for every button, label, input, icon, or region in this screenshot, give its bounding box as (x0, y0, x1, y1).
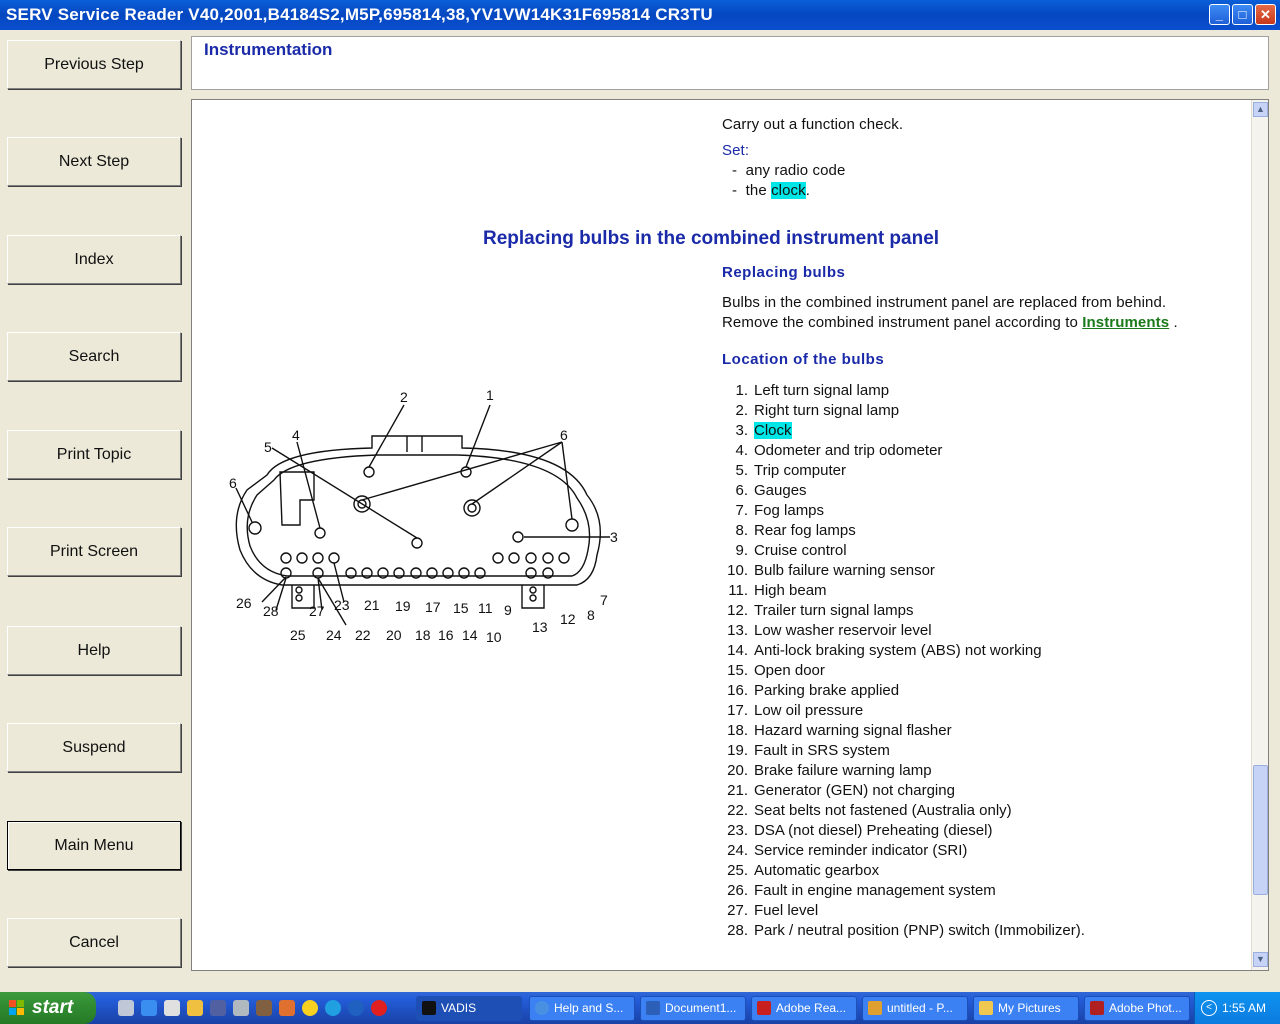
list-item-number: 13. (727, 622, 748, 639)
list-item (722, 602, 1085, 622)
list-item (722, 442, 1085, 462)
diagram-label-22: 22 (355, 627, 371, 643)
set-item-radio: - any radio code (732, 162, 846, 179)
section-heading: Replacing bulbs in the combined instrument panel (483, 228, 940, 249)
list-item-label: Fault in SRS system (754, 742, 890, 759)
list-item-number: 6. (735, 482, 748, 499)
instrument-panel-diagram (222, 380, 642, 660)
diagram-label-15: 15 (453, 600, 469, 616)
vertical-scrollbar[interactable] (1251, 100, 1268, 970)
diagram-label-13: 13 (532, 619, 548, 635)
list-item-number: 4. (735, 442, 748, 459)
list-item (722, 382, 1085, 402)
help-icon (535, 1001, 549, 1015)
list-item-label: Park / neutral position (PNP) switch (Immobilizer). (754, 922, 1085, 939)
clock: 1:55 AM (1221, 1001, 1266, 1015)
window-title-bar (0, 0, 1280, 30)
sidebar (0, 30, 188, 990)
list-item (722, 582, 1085, 602)
list-item-label: Parking brake applied (754, 682, 900, 699)
window-controls (1209, 4, 1276, 25)
list-item-number: 11. (728, 582, 748, 599)
set-item-clock-period: . (805, 182, 811, 199)
list-item-number: 2. (735, 402, 748, 419)
quicklaunch-ie-icon[interactable] (141, 1000, 157, 1016)
list-item-number: 14. (727, 642, 748, 659)
replacing-text-line1: Bulbs in the combined instrument panel are replaced from behind. (722, 294, 1167, 311)
diagram-label-25: 25 (290, 627, 306, 643)
list-item-number: 17. (727, 702, 748, 719)
list-item (722, 422, 1085, 442)
location-heading: Location of the bulbs (722, 351, 885, 368)
list-item-label: Seat belts not fastened (Australia only) (754, 802, 1012, 819)
list-item-label: Trip computer (754, 462, 846, 479)
list-item-label: Bulb failure warning sensor (754, 562, 935, 579)
list-item (722, 542, 1085, 562)
list-item (722, 722, 1085, 742)
list-item-label: Fault in engine management system (754, 882, 996, 899)
diagram-label-18: 18 (415, 627, 431, 643)
diagram-label-23: 23 (334, 597, 350, 613)
clock-highlight: clock (771, 182, 806, 199)
list-item-number: 10. (727, 562, 748, 579)
diagram-label-19: 19 (395, 598, 411, 614)
list-item (722, 402, 1085, 422)
adobe-reader-icon (757, 1001, 771, 1015)
list-item (722, 522, 1085, 542)
suspend-button[interactable]: Suspend (7, 723, 181, 772)
list-item-number: 15. (727, 662, 748, 679)
list-item-number: 1. (735, 382, 748, 399)
list-item (722, 762, 1085, 782)
list-item-number: 27. (727, 902, 748, 919)
list-item (722, 562, 1085, 582)
diagram-label-21: 21 (364, 597, 380, 613)
list-item (722, 482, 1085, 502)
diagram-label-20: 20 (386, 627, 402, 643)
diagram-label-11: 11 (478, 600, 493, 616)
list-item-label: Automatic gearbox (754, 862, 880, 879)
list-item-label: Rear fog lamps (754, 522, 856, 539)
list-item-number: 22. (727, 802, 748, 819)
list-item (722, 842, 1085, 862)
bulb-list (722, 382, 1085, 942)
scroll-up-icon[interactable]: ▲ (1253, 102, 1268, 117)
paint-icon (868, 1001, 882, 1015)
windows-logo-icon (9, 1000, 25, 1016)
list-item (722, 502, 1085, 522)
set-item-radio-text: any radio code (745, 162, 846, 179)
list-item-label: DSA (not diesel) Preheating (diesel) (754, 822, 993, 839)
cancel-button[interactable]: Cancel (7, 918, 181, 967)
task-help[interactable]: Help and S... (529, 996, 635, 1021)
list-item-number: 7. (735, 502, 748, 519)
diagram-label-2: 2 (400, 389, 408, 405)
list-item-label: Fuel level (754, 902, 819, 919)
diagram-label-14: 14 (462, 627, 478, 643)
content-panel[interactable] (191, 99, 1269, 971)
system-tray (1194, 992, 1280, 1024)
list-item-number: 9. (735, 542, 748, 559)
diagram-label-3: 3 (610, 529, 618, 545)
close-icon[interactable]: ✕ (1255, 4, 1276, 25)
word-icon (646, 1001, 660, 1015)
list-item-number: 21. (727, 782, 748, 799)
list-item (722, 882, 1085, 902)
quicklaunch-opera-icon[interactable] (371, 1000, 387, 1016)
list-item-label: Cruise control (754, 542, 847, 559)
previous-step-button[interactable]: Previous Step (7, 40, 181, 89)
list-item-label: Low washer reservoir level (754, 622, 932, 639)
folder-icon (979, 1001, 993, 1015)
list-item-label: Generator (GEN) not charging (754, 782, 955, 799)
topic-header (191, 36, 1269, 90)
list-item-label: Fog lamps (754, 502, 825, 519)
list-item-label: Left turn signal lamp (754, 382, 890, 399)
diagram-label-24: 24 (326, 627, 342, 643)
quicklaunch-messenger-icon[interactable] (302, 1000, 318, 1016)
list-item-number: 16. (727, 682, 748, 699)
start-label: start (32, 997, 74, 1018)
list-item-label: Brake failure warning lamp (754, 762, 932, 779)
list-item-number: 5. (735, 462, 748, 479)
list-item (722, 742, 1085, 762)
list-item-label: High beam (754, 582, 827, 599)
list-item-number: 8. (735, 522, 748, 539)
list-item (722, 922, 1085, 942)
diagram-label-10: 10 (486, 629, 502, 645)
list-item-label: Clock (754, 422, 792, 439)
quicklaunch-network-icon[interactable] (348, 1000, 364, 1016)
list-item-number: 19. (727, 742, 748, 759)
list-item-label: Gauges (754, 482, 807, 499)
task-document[interactable]: Document1... (640, 996, 746, 1021)
list-item (722, 862, 1085, 882)
list-item (722, 662, 1085, 682)
task-adobe-reader[interactable]: Adobe Rea... (751, 996, 857, 1021)
replacing-text-line2 (722, 314, 1178, 331)
task-photoshop[interactable]: Adobe Phot... (1084, 996, 1190, 1021)
list-item-label: Open door (754, 662, 825, 679)
diagram-label-8: 8 (587, 607, 595, 623)
diagram-label-5: 5 (264, 439, 272, 455)
list-item (722, 902, 1085, 922)
index-button[interactable]: Index (7, 235, 181, 284)
list-item-label: Anti-lock braking system (ABS) not working (754, 642, 1042, 659)
search-button[interactable]: Search (7, 332, 181, 381)
diagram-label-16: 16 (438, 627, 454, 643)
quicklaunch-book-icon[interactable] (256, 1000, 272, 1016)
instruments-link[interactable]: Instruments (1082, 314, 1170, 331)
print-topic-button[interactable]: Print Topic (7, 430, 181, 479)
replacing-text-period: . (1173, 314, 1178, 331)
list-item-label: Odometer and trip odometer (754, 442, 943, 459)
diagram-label-6-left: 6 (229, 475, 237, 491)
diagram-label-12: 12 (560, 611, 576, 627)
list-item-number: 18. (727, 722, 748, 739)
vadis-icon (422, 1001, 436, 1015)
scroll-down-icon[interactable]: ▼ (1253, 952, 1268, 967)
diagram-label-1: 1 (486, 387, 494, 403)
task-vadis[interactable]: VADIS (416, 996, 522, 1021)
diagram-label-27: 27 (309, 603, 325, 619)
start-button[interactable] (0, 992, 96, 1024)
scroll-thumb[interactable] (1253, 765, 1268, 895)
main-menu-button[interactable]: Main Menu (7, 821, 181, 870)
minimize-icon[interactable]: _ (1209, 4, 1230, 25)
quicklaunch-skype-icon[interactable] (325, 1000, 341, 1016)
list-item (722, 782, 1085, 802)
list-item-label: Low oil pressure (754, 702, 864, 719)
list-item-number: 24. (727, 842, 748, 859)
print-screen-button[interactable]: Print Screen (7, 527, 181, 576)
quicklaunch-desktop-icon[interactable] (118, 1000, 134, 1016)
list-item-number: 28. (727, 922, 748, 939)
replacing-bulbs-heading: Replacing bulbs (722, 264, 846, 281)
list-item-number: 23. (727, 822, 748, 839)
diagram-label-6-right: 6 (560, 427, 568, 443)
function-check-text: Carry out a function check. (722, 116, 904, 133)
diagram-label-28: 28 (263, 603, 279, 619)
list-item-label: Trailer turn signal lamps (754, 602, 914, 619)
window-title: SERV Service Reader V40,2001,B4184S2,M5P,695814,38,YV1VW14K31F695814 CR3TU (6, 5, 713, 24)
task-my-pictures[interactable]: My Pictures (973, 996, 1079, 1021)
list-item-label: Right turn signal lamp (754, 402, 900, 419)
quicklaunch-media-icon[interactable] (164, 1000, 180, 1016)
task-paint[interactable]: untitled - P... (862, 996, 968, 1021)
list-item (722, 702, 1085, 722)
quicklaunch-save-icon[interactable] (210, 1000, 226, 1016)
list-item (722, 642, 1085, 662)
list-item (722, 462, 1085, 482)
list-item-number: 20. (727, 762, 748, 779)
help-button[interactable]: Help (7, 626, 181, 675)
page-title: Instrumentation (204, 40, 333, 59)
list-item-number: 25. (727, 862, 748, 879)
diagram-label-4: 4 (292, 427, 300, 443)
list-item (722, 622, 1085, 642)
replacing-text-line2-body: Remove the combined instrument panel according to (722, 314, 1078, 331)
list-item (722, 682, 1085, 702)
list-item-number: 26. (727, 882, 748, 899)
list-item-number: 12. (727, 602, 748, 619)
quicklaunch-app-icon[interactable] (187, 1000, 203, 1016)
taskbar (0, 992, 1280, 1024)
list-item-label: Service reminder indicator (SRI) (754, 842, 968, 859)
list-item (722, 822, 1085, 842)
chevron-left-icon[interactable]: < (1201, 1000, 1217, 1016)
set-label: Set: (722, 142, 750, 159)
diagram-label-26: 26 (236, 595, 252, 611)
list-item (722, 802, 1085, 822)
set-item-clock: - the clock. (732, 182, 811, 199)
set-item-clock-prefix: the (745, 182, 767, 199)
list-item-number: 3. (735, 422, 748, 439)
diagram-label-7: 7 (600, 592, 608, 608)
quicklaunch-file-icon[interactable] (233, 1000, 249, 1016)
photoshop-icon (1090, 1001, 1104, 1015)
list-item-label: Hazard warning signal flasher (754, 722, 952, 739)
diagram-label-17: 17 (425, 599, 441, 615)
diagram-label-9: 9 (504, 602, 512, 618)
next-step-button[interactable]: Next Step (7, 137, 181, 186)
maximize-icon[interactable]: □ (1232, 4, 1253, 25)
quicklaunch-browser-icon[interactable] (279, 1000, 295, 1016)
